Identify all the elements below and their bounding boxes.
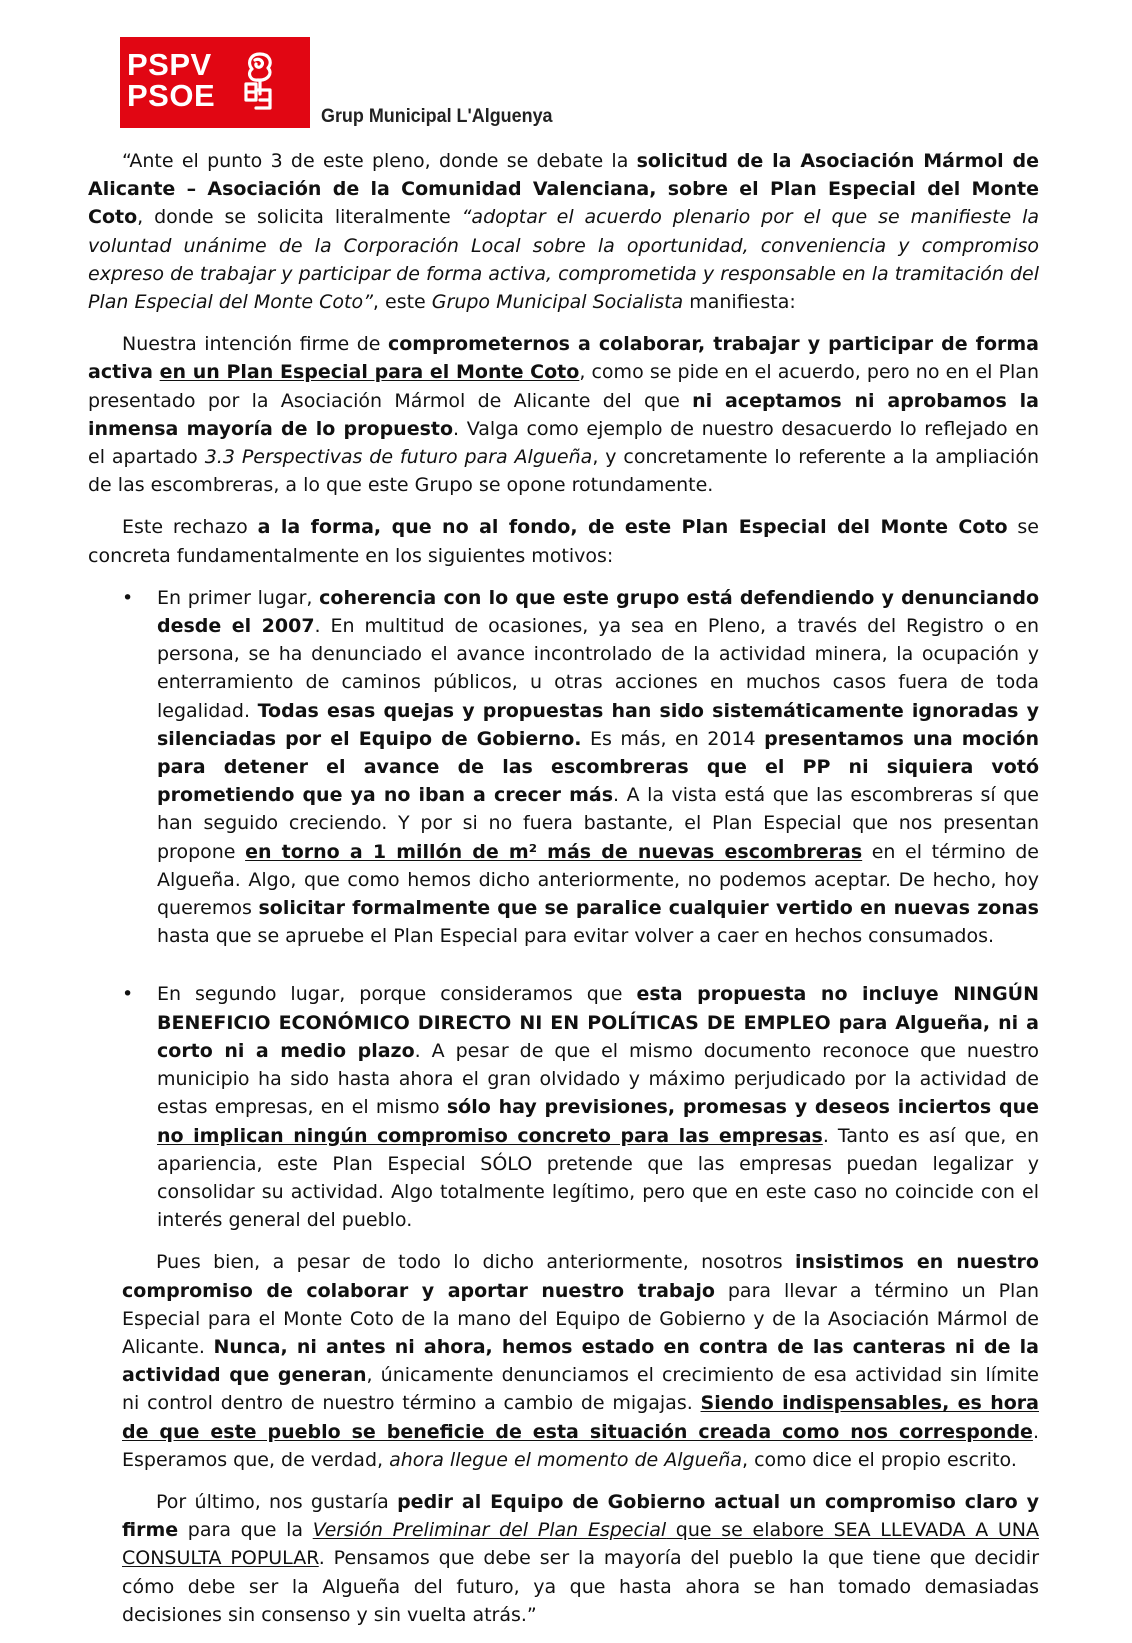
list-item: • En primer lugar, coherencia con lo que este grupo está defendiendo y denunciando desde el 2007. En multitud de ocasiones, ya sea en Pleno, a través del Registro o en persona, se ha denunciado el avance incontrolado de la actividad minera, la ocupación y enterramiento de caminos públicos, u otras acciones en muchos casos fuera de toda legalidad. Todas esas quejas y propuestas han sido sistemáticamente ignoradas y silenciadas por el Equipo de Gobierno. Es más, en 2014 presentamos una moción para detener el avance de las escombreras que el PP ni siquiera votó prometiendo que ya no iban a crecer más. A la vista está que las escombreras sí que han seguido creciendo. Y por si no fuera bastante, el Plan Especial que nos presentan propone en torno a 1 millón de m² más de nuevas escombreras en el término de Algueña. Algo, que como hemos dicho anteriormente, no podemos aceptar. De hecho, hoy queremos solicitar formalmente que se paralice cualquier vertido en nuevas zonas hasta que se apruebe el Plan Especial para evitar volver a caer en hechos consumados. bbox=[88, 584, 1039, 951]
paragraph-rejection: Este rechazo a la forma, que no al fondo, de este Plan Especial del Monte Coto se concreta fundamentalmente en los siguientes motivos: bbox=[88, 516, 1039, 567]
paragraph-intention: Nuestra intención firme de comprometernos a colaborar, trabajar y participar de forma activa en un Plan Especial para el Monte Coto, como se pide en el acuerdo, pero no en el Plan presentado por la Asociación Mármol de Alicante del que ni aceptamos ni aprobamos la inmensa mayoría de lo propuesto. Valga como ejemplo de nuestro desacuerdo lo reflejado en el apartado 3.3 Perspectivas de futuro para Algueña, y concretamente lo referente a la ampliación de las escombreras, a lo que este Grupo se opone rotundamente. bbox=[88, 333, 1039, 497]
paragraph-closing: Por último, nos gustaría pedir al Equipo de Gobierno actual un compromiso claro y firme para que la Versión Preliminar del Plan Especial que se elabore SEA LLEVADA A UNA CONSULTA POPULAR. Pensamos que debe ser la mayoría del pueblo la que tiene que decidir cómo debe ser la Algueña del futuro, ya que hasta ahora se han tomado demasiadas decisiones sin consenso y sin vuelta atrás.” bbox=[122, 1490, 1040, 1626]
paragraph-intro: “Ante el punto 3 de este pleno, donde se debate la solicitud de la Asociación Mármol de Alicante – Asociación de la Comunidad Valenciana, sobre el Plan Especial del Monte Coto, donde se solicita literalmente “adoptar el acuerdo plenario por el que se manifieste la voluntad unánime de la Corporación Local sobre la oportunidad, conveniencia y compromiso expreso de trabajar y participar de forma activa, comprometida y responsable en la tramitación del Plan Especial del Monte Coto”, este Grupo Municipal Socialista manifiesta: bbox=[88, 150, 1039, 314]
statement-body bbox=[88, 147, 1039, 1643]
bullet-icon: • bbox=[122, 983, 134, 1006]
paragraph-commitment: Pues bien, a pesar de todo lo dicho anteriormente, nosotros insistimos en nuestro compromiso de colaborar y aportar nuestro trabajo para llevar a término un Plan Especial para el Monte Coto de la mano del Equipo de Gobierno y de la Asociación Mármol de Alicante. Nunca, ni antes ni ahora, hemos estado en contra de las canteras ni de la actividad que generan, únicamente denunciamos el crecimiento de esa actividad sin límite ni control dentro de nuestro término a cambio de migajas. Siendo indispensables, es hora de que este pueblo se beneficie de esta situación creada como nos corresponde. Esperamos que, de verdad, ahora llegue el momento de Algueña, como dice el propio escrito. bbox=[122, 1251, 1040, 1471]
bullet-icon: • bbox=[122, 586, 134, 609]
logo-line-pspv: PSPV bbox=[127, 47, 212, 82]
logo-text bbox=[127, 49, 215, 111]
rose-icon bbox=[238, 50, 282, 112]
group-name: Grup Municipal L'Alguenya bbox=[321, 105, 553, 127]
list-item: • En segundo lugar, porque consideramos que esta propuesta no incluye NINGÚN BENEFICIO ECONÓMICO DIRECTO NI EN POLÍTICAS DE EMPLEO para Algueña, ni a corto ni a medio plazo. A pesar de que el mismo documento reconoce que nuestro municipio ha sido hasta ahora el gran olvidado y máximo perjudicado por la actividad de estas empresas, en el mismo sólo hay previsiones, promesas y deseos inciertos que no implican ningún compromiso concreto para las empresas. Tanto es así que, en apariencia, este Plan Especial SÓLO pretende que las empresas puedan legalizar y consolidar su actividad. Algo totalmente legítimo, pero que en este caso no coincide con el interés general del pueblo. bbox=[88, 980, 1039, 1234]
logo-line-psoe: PSOE bbox=[127, 78, 216, 113]
reasons-list bbox=[88, 584, 1039, 1234]
party-logo bbox=[120, 37, 310, 128]
